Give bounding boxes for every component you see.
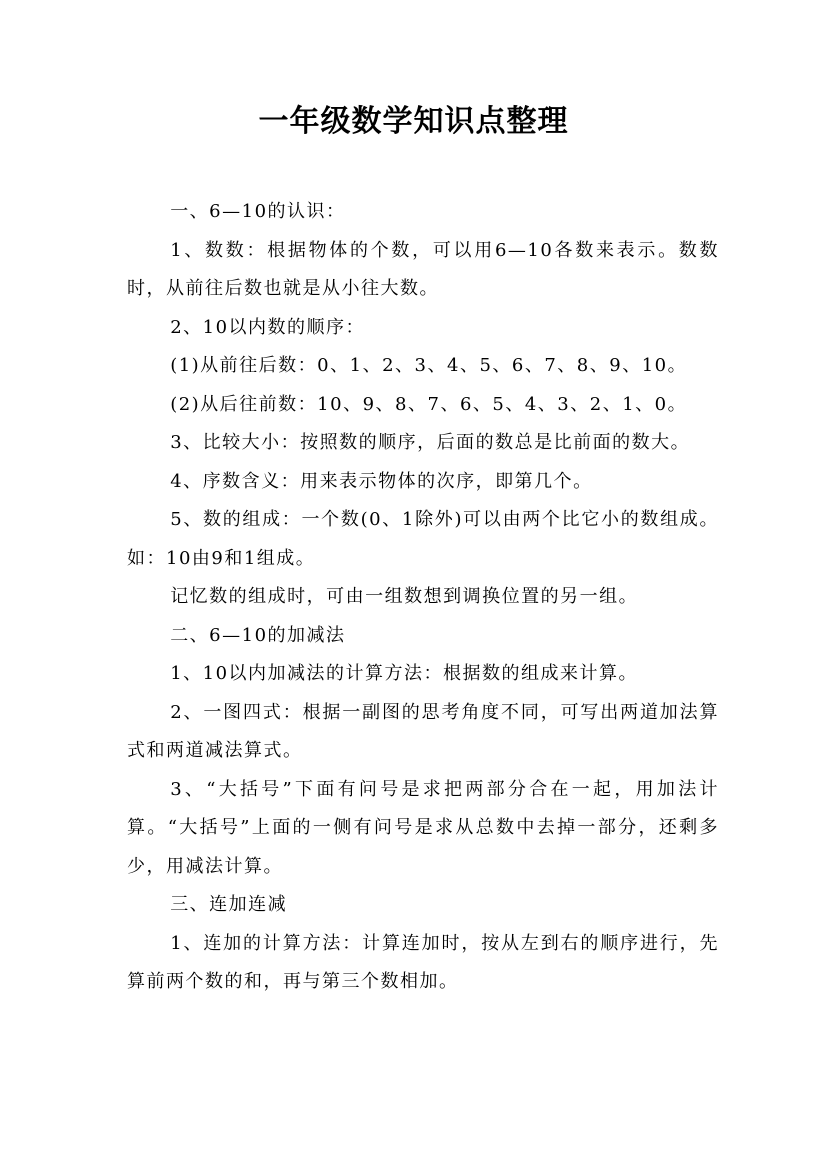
paragraph-composition-tip: 记忆数的组成时，可由一组数想到调换位置的另一组。 — [170, 586, 639, 607]
paragraph-order-backward: (2)从后往前数：10、9、8、7、6、5、4、3、2、1、0。 — [170, 393, 688, 415]
paragraph-compare: 3、比较大小：按照数的顺序，后面的数总是比前面的数大。 — [170, 432, 691, 453]
document-title: 一年级数学知识点整理 — [258, 104, 569, 139]
section-heading-1: 一、6—10的认识： — [170, 201, 346, 222]
paragraph-order-heading: 2、10以内数的顺序： — [170, 316, 366, 338]
paragraph-counting: 1、数数：根据物体的个数，可以用6—10各数来表示。数数时，从前往后数也就是从小往大数。 — [127, 239, 719, 299]
section-heading-3: 三、连加连减 — [170, 894, 288, 915]
paragraph-add-sub-method: 1、10以内加减法的计算方法：根据数的组成来计算。 — [170, 663, 639, 684]
paragraph-brace-questions: 3、“大括号”下面有问号是求把两部分合在一起，用加法计算。“大括号”上面的一侧有问号是求从总数中去掉一部分，还剩多少，用减法计算。 — [127, 778, 719, 877]
paragraph-ordinal: 4、序数含义：用来表示物体的次序，即第几个。 — [170, 470, 593, 492]
paragraph-composition: 5、数的组成：一个数(0、1除外)可以由两个比它小的数组成。如：10由9和1组成。 — [127, 509, 719, 569]
paragraph-one-picture-four-equations: 2、一图四式：根据一副图的思考角度不同，可写出两道加法算式和两道减法算式。 — [127, 701, 719, 761]
paragraph-order-forward: (1)从前往后数：0、1、2、3、4、5、6、7、8、9、10。 — [170, 355, 688, 376]
document-body — [127, 193, 719, 1002]
section-heading-2: 二、6—10的加减法 — [170, 624, 346, 646]
paragraph-continuous-add: 1、连加的计算方法：计算连加时，按从左到右的顺序进行，先算前两个数的和，再与第三个数相加。 — [127, 932, 719, 992]
